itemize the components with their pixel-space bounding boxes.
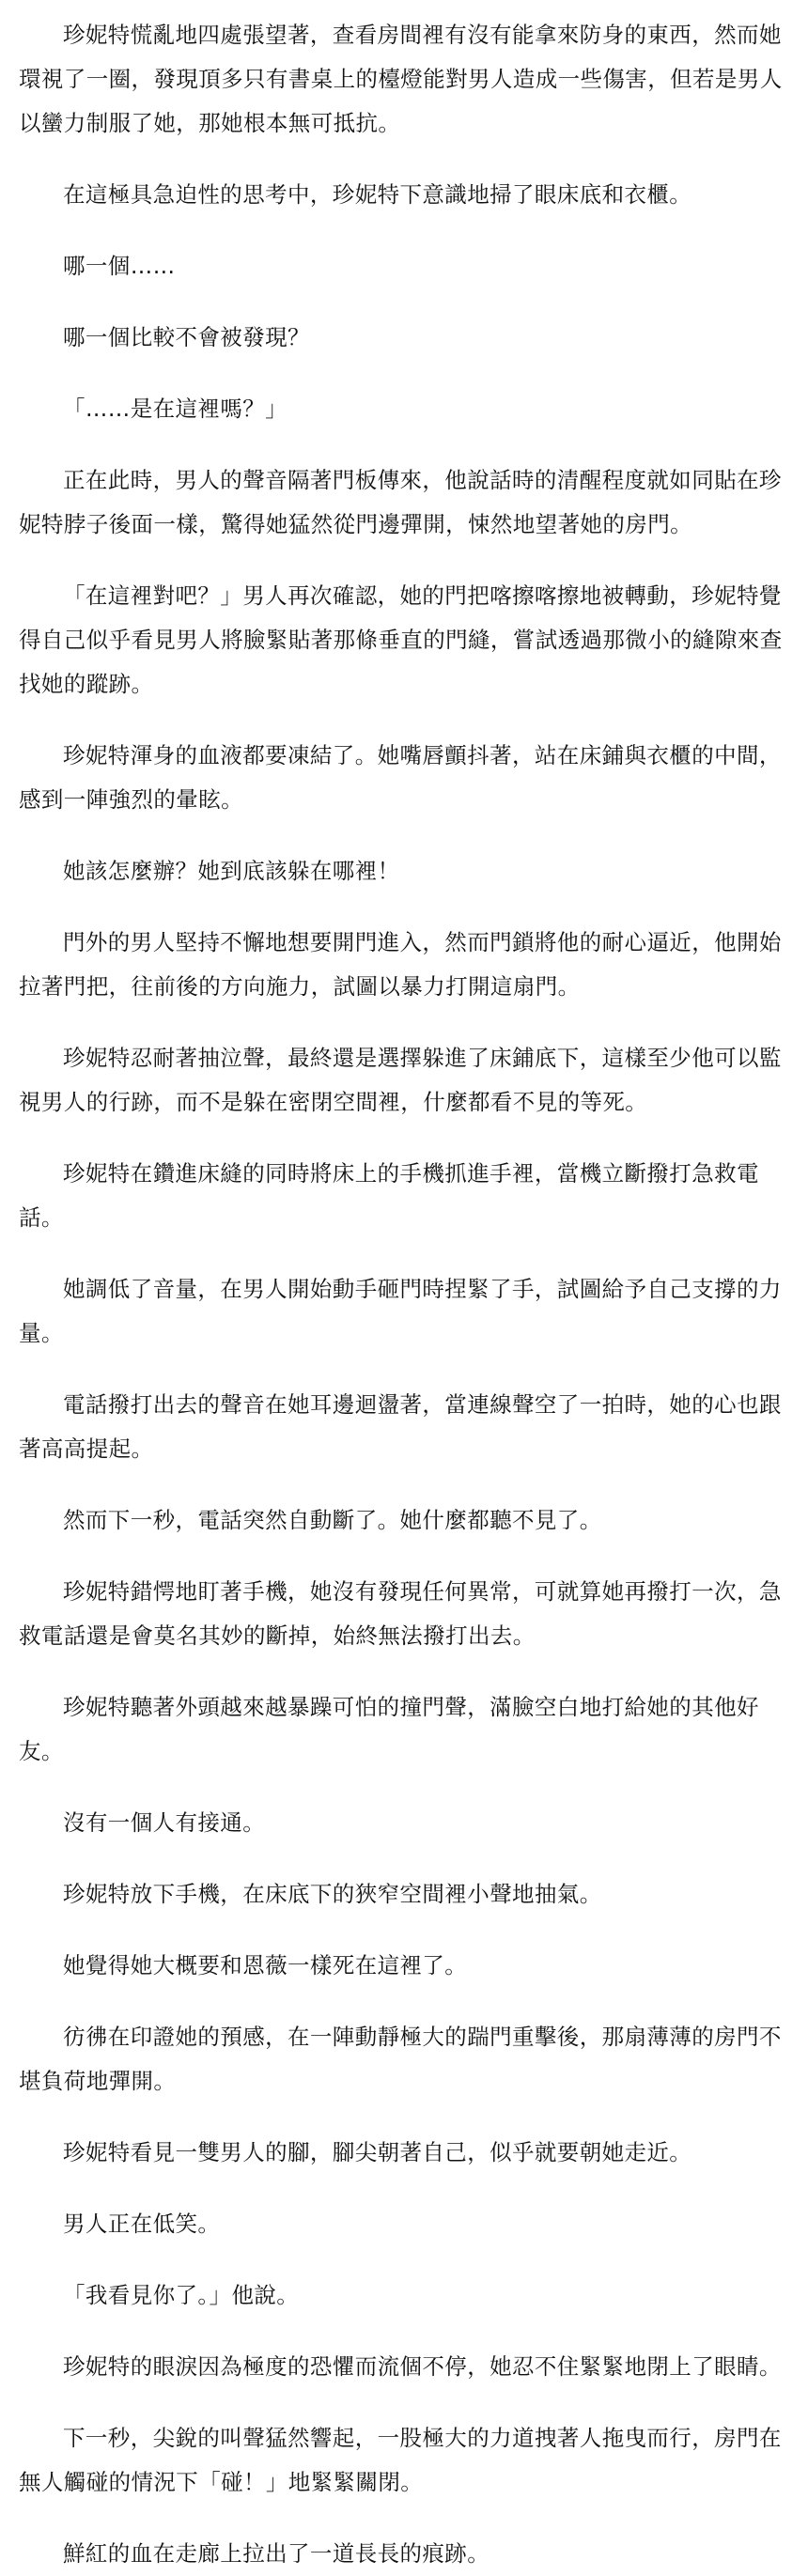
paragraph: 門外的男人堅持不懈地想要開門進入，然而門鎖將他的耐心逼近，他開始拉著門把，往前後的方向施力，試圖以暴力打開這扇門。: [19, 929, 782, 1000]
paragraph: 她覺得她大概要和恩薇一樣死在這裡了。: [63, 1952, 468, 1979]
paragraph: 鮮紅的血在走廊上拉出了一道長長的痕跡。: [63, 2540, 490, 2567]
paragraph: 哪一個比較不會被發現？: [63, 324, 310, 350]
paragraph: 她調低了音量，在男人開始動手砸門時捏緊了手，試圖給予自己支撐的力量。: [19, 1276, 782, 1346]
paragraph: 然而下一秒，電話突然自動斷了。她什麼都聽不見了。: [63, 1507, 602, 1533]
paragraph: 珍妮特看見一雙男人的腳，腳尖朝著自己，似乎就要朝她走近。: [63, 2139, 692, 2165]
paragraph: 哪一個……: [63, 253, 176, 279]
paragraph: 珍妮特忍耐著抽泣聲，最終還是選擇躲進了床鋪底下，這樣至少他可以監視男人的行跡，而不是躲在密閉空間裡，什麼都看不見的等死。: [19, 1045, 782, 1115]
paragraph: 正在此時，男人的聲音隔著門板傳來，他說話時的清醒程度就如同貼在珍妮特脖子後面一樣，驚得她猛然從門邊彈開，悚然地望著她的房門。: [19, 467, 782, 537]
paragraph: 「在這裡對吧？」男人再次確認，她的門把喀擦喀擦地被轉動，珍妮特覺得自己似乎看見男人將臉緊貼著那條垂直的門縫，嘗試透過那微小的縫隙來查找她的蹤跡。: [19, 582, 783, 697]
paragraph: 「我看見你了。」他說。: [63, 2282, 300, 2308]
paragraph: 下一秒，尖銳的叫聲猛然響起，一股極大的力道拽著人拖曳而行，房門在無人觸碰的情況下「碰！」地緊緊關閉。: [19, 2425, 782, 2495]
paragraph: 彷彿在印證她的預感，在一陣動靜極大的踹門重擊後，那扇薄薄的房門不堪負荷地彈開。: [19, 2024, 782, 2094]
paragraph: 她該怎麼辦？她到底該躲在哪裡！: [63, 858, 400, 884]
paragraph: 珍妮特慌亂地四處張望著，查看房間裡有沒有能拿來防身的東西，然而她環視了一圈，發現頂多只有書桌上的檯燈能對男人造成一些傷害，但若是男人以蠻力制服了她，那她根本無可抵抗。: [19, 22, 783, 136]
paragraph: 珍妮特渾身的血液都要凍結了。她嘴唇顫抖著，站在床鋪與衣櫃的中間，感到一陣強烈的暈眩。: [19, 742, 782, 813]
paragraph: 「……是在這裡嗎？」: [63, 396, 287, 422]
paragraph: 沒有一個人有接通。: [63, 1809, 266, 1836]
paragraph: 珍妮特聽著外頭越來越暴躁可怕的撞門聲，滿臉空白地打給她的其他好友。: [19, 1694, 759, 1764]
paragraph: 在這極具急迫性的思考中，珍妮特下意識地掃了眼床底和衣櫃。: [63, 181, 692, 208]
paragraph: 珍妮特放下手機，在床底下的狹窄空間裡小聲地抽氣。: [63, 1881, 602, 1907]
paragraph: 珍妮特的眼淚因為極度的恐懼而流個不停，她忍不住緊緊地閉上了眼睛。: [63, 2353, 782, 2380]
paragraph: 男人正在低笑。: [63, 2211, 221, 2237]
paragraph: 電話撥打出去的聲音在她耳邊迴盪著，當連線聲空了一拍時，她的心也跟著高高提起。: [19, 1391, 782, 1462]
paragraph: 珍妮特錯愕地盯著手機，她沒有發現任何異常，可就算她再撥打一次，急救電話還是會莫名其妙的斷掉，始終無法撥打出去。: [19, 1578, 782, 1649]
paragraph: 珍妮特在鑽進床縫的同時將床上的手機抓進手裡，當機立斷撥打急救電話。: [19, 1160, 759, 1231]
